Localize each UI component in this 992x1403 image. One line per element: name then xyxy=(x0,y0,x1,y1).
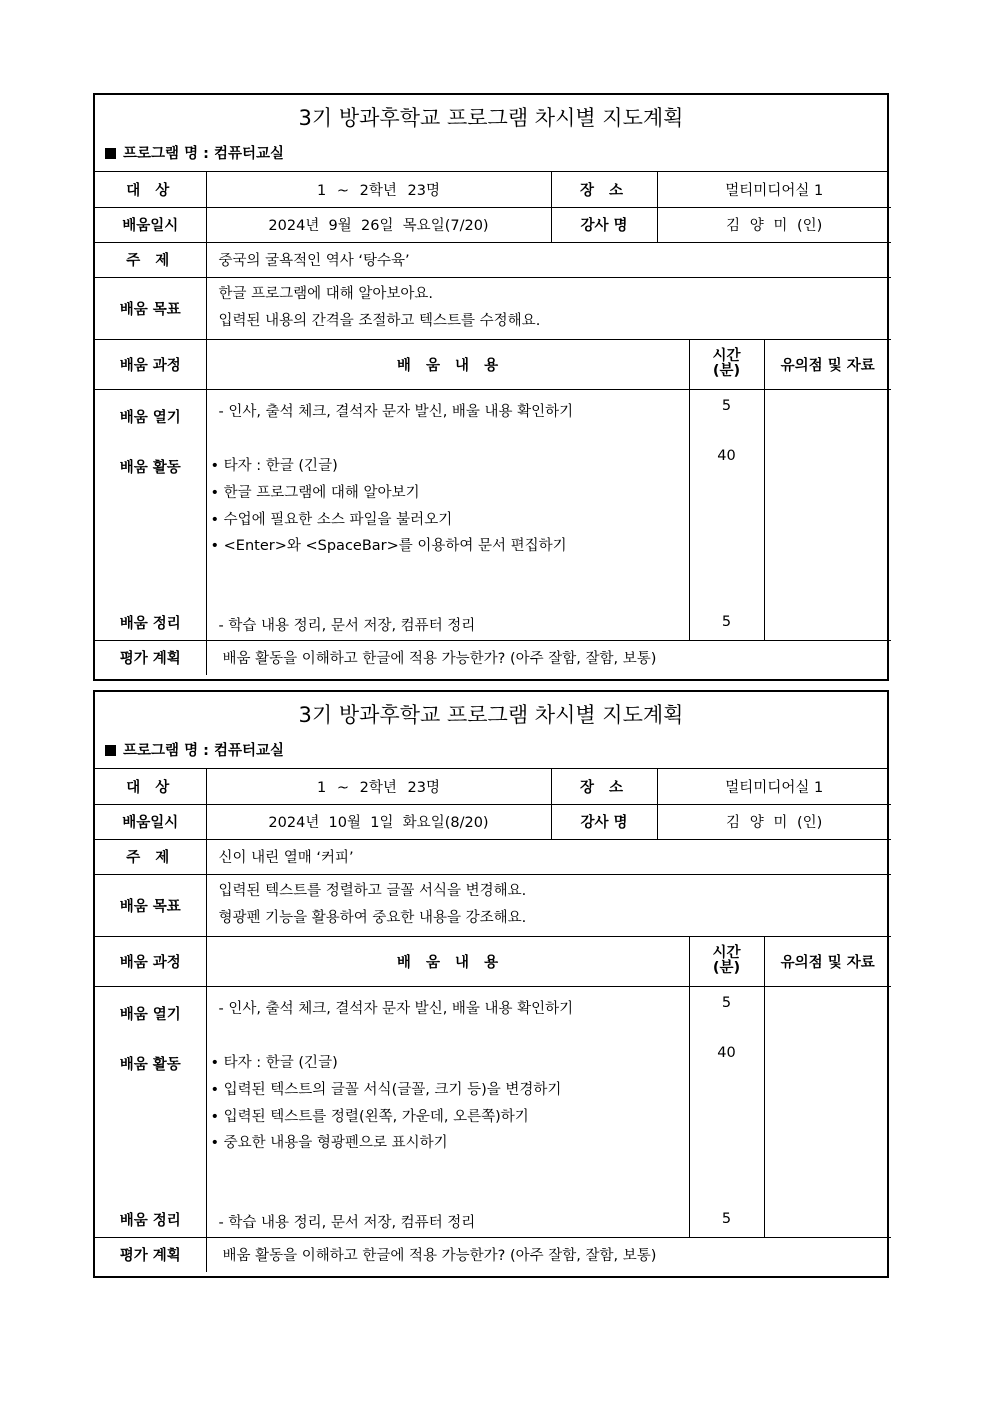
time-activity: 40 xyxy=(717,447,736,464)
time-activity: 40 xyxy=(717,1044,736,1061)
teacher-value: 김 양 미 (인) xyxy=(657,804,891,839)
stage-open: 배움 열기 xyxy=(119,1006,181,1023)
date-value: 2024년 10월 1일 화요일(8/20) xyxy=(206,804,551,839)
activity-item: • 중요한 내용을 형광펜으로 표시하기 xyxy=(210,1134,448,1151)
topic-label: 주 제 xyxy=(95,242,206,277)
black-square-icon xyxy=(105,148,116,159)
target-label: 대 상 xyxy=(95,769,206,804)
time-header-line: 시간 xyxy=(712,945,741,961)
plan-title: 3기 방과후학교 프로그램 차시별 지도계획 xyxy=(298,106,684,130)
content-column xyxy=(206,389,689,640)
goal-value xyxy=(206,874,891,936)
eval-label: 평가 계획 xyxy=(95,640,206,675)
stage-close: 배움 정리 xyxy=(119,615,181,632)
activity-item: • 수업에 필요한 소스 파일을 불러오기 xyxy=(210,511,453,528)
teacher-label: 강사 명 xyxy=(551,804,657,839)
process-header: 배움 과정 xyxy=(95,339,206,389)
program-name-text: 프로그램 명 : 컴퓨터교실 xyxy=(123,743,285,759)
time-open: 5 xyxy=(721,397,732,414)
place-value: 멀티미디어실 1 xyxy=(657,769,891,804)
notes-column xyxy=(764,986,891,1237)
target-value: 1 ~ 2학년 23명 xyxy=(206,769,551,804)
time-column xyxy=(689,986,764,1237)
black-square-icon xyxy=(105,745,116,756)
time-close: 5 xyxy=(721,1210,732,1227)
goal-line: 입력된 내용의 간격을 조절하고 텍스트를 수정해요. xyxy=(218,313,541,329)
time-header xyxy=(689,339,764,389)
goal-line: 한글 프로그램에 대해 알아보아요. xyxy=(218,286,434,302)
teacher-label: 강사 명 xyxy=(551,207,657,242)
topic-label: 주 제 xyxy=(95,839,206,874)
time-close: 5 xyxy=(721,613,732,630)
notes-header: 유의점 및 자료 xyxy=(764,339,891,389)
goal-line: 형광펜 기능을 활용하여 중요한 내용을 강조해요. xyxy=(218,910,527,926)
program-name xyxy=(95,736,887,769)
time-open: 5 xyxy=(721,994,732,1011)
activity-item: • 타자 : 한글 (긴글) xyxy=(210,457,338,474)
date-label: 배움일시 xyxy=(95,804,206,839)
time-header-unit: (분) xyxy=(712,960,741,976)
teacher-value: 김 양 미 (인) xyxy=(657,207,891,242)
target-label: 대 상 xyxy=(95,172,206,207)
eval-value: 배움 활동을 이해하고 한글에 적용 가능한가? (아주 잘함, 잘함, 보통) xyxy=(206,1237,891,1272)
topic-value: 중국의 굴욕적인 역사 ‘탕수육’ xyxy=(206,242,891,277)
content-header: 배 움 내 용 xyxy=(206,936,689,986)
goal-label: 배움 목표 xyxy=(95,874,206,936)
stage-column xyxy=(95,986,206,1237)
lesson-plan-1 xyxy=(93,93,889,681)
time-header xyxy=(689,936,764,986)
process-header: 배움 과정 xyxy=(95,936,206,986)
content-header: 배 움 내 용 xyxy=(206,339,689,389)
program-name xyxy=(95,139,887,172)
close-content: - 학습 내용 정리, 문서 저장, 컴퓨터 정리 xyxy=(218,1214,476,1231)
plan-table xyxy=(95,769,891,1272)
stage-open: 배움 열기 xyxy=(119,409,181,426)
activity-item: • 입력된 텍스트를 정렬(왼쪽, 가운데, 오른쪽)하기 xyxy=(210,1108,529,1125)
plan-table xyxy=(95,172,891,675)
activity-item: • 타자 : 한글 (긴글) xyxy=(210,1054,338,1071)
activity-item: • 입력된 텍스트의 글꼴 서식(글꼴, 크기 등)을 변경하기 xyxy=(210,1081,562,1098)
activity-item: • 한글 프로그램에 대해 알아보기 xyxy=(210,484,420,501)
time-header-line: 시간 xyxy=(712,348,741,364)
program-name-text: 프로그램 명 : 컴퓨터교실 xyxy=(123,146,285,162)
stage-column xyxy=(95,389,206,640)
eval-label: 평가 계획 xyxy=(95,1237,206,1272)
eval-value: 배움 활동을 이해하고 한글에 적용 가능한가? (아주 잘함, 잘함, 보통) xyxy=(206,640,891,675)
open-content: - 인사, 출석 체크, 결석자 문자 발신, 배울 내용 확인하기 xyxy=(218,1000,574,1017)
lesson-plan-2 xyxy=(93,690,889,1278)
place-label: 장 소 xyxy=(551,172,657,207)
date-value: 2024년 9월 26일 목요일(7/20) xyxy=(206,207,551,242)
close-content: - 학습 내용 정리, 문서 저장, 컴퓨터 정리 xyxy=(218,617,476,634)
time-header-unit: (분) xyxy=(712,363,741,379)
goal-label: 배움 목표 xyxy=(95,277,206,339)
stage-close: 배움 정리 xyxy=(119,1212,181,1229)
goal-value xyxy=(206,277,891,339)
activity-item: • <Enter>와 <SpaceBar>를 이용하여 문서 편집하기 xyxy=(210,537,567,554)
notes-header: 유의점 및 자료 xyxy=(764,936,891,986)
stage-activity: 배움 활동 xyxy=(119,1056,181,1073)
target-value: 1 ~ 2학년 23명 xyxy=(206,172,551,207)
goal-line: 입력된 텍스트를 정렬하고 글꼴 서식을 변경해요. xyxy=(218,883,527,899)
time-column xyxy=(689,389,764,640)
open-content: - 인사, 출석 체크, 결석자 문자 발신, 배울 내용 확인하기 xyxy=(218,403,574,420)
topic-value: 신이 내린 열매 ‘커피’ xyxy=(206,839,891,874)
stage-activity: 배움 활동 xyxy=(119,459,181,476)
place-value: 멀티미디어실 1 xyxy=(657,172,891,207)
content-column xyxy=(206,986,689,1237)
date-label: 배움일시 xyxy=(95,207,206,242)
place-label: 장 소 xyxy=(551,769,657,804)
plan-title: 3기 방과후학교 프로그램 차시별 지도계획 xyxy=(298,703,684,727)
notes-column xyxy=(764,389,891,640)
